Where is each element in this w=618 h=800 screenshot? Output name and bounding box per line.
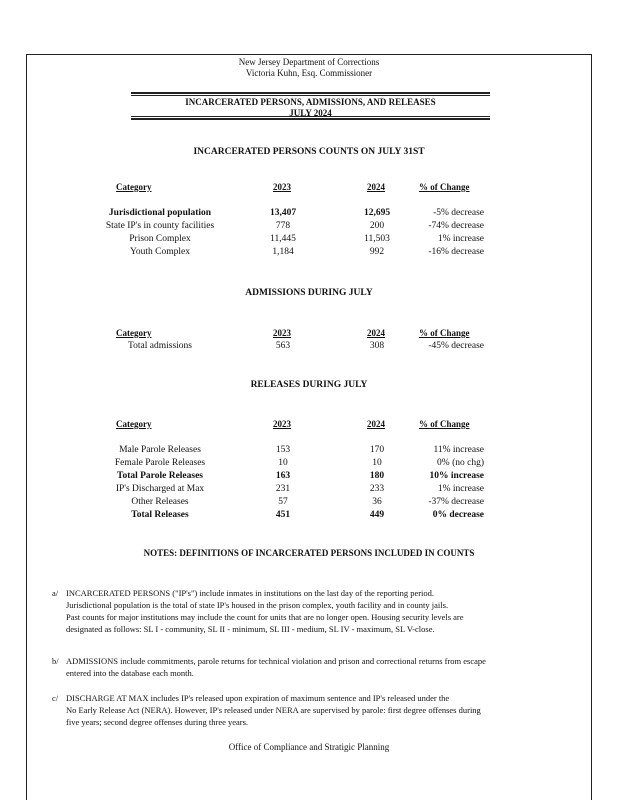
- note-line: designated as follows: SL I - community, SL II - minimum, SL III - medium, SL IV - maximum, SL V-close.: [66, 624, 435, 634]
- row-2024: 11,503: [364, 234, 390, 244]
- row-2024: 170: [369, 445, 385, 455]
- note-line: INCARCERATED PERSONS ("IP's") include inmates in institutions on the last day of the reporting period.: [66, 588, 435, 598]
- col-header-change: % of Change: [419, 182, 470, 192]
- row-2024: 992: [369, 247, 385, 257]
- col-header-category: Category: [116, 182, 152, 192]
- col-header-category: Category: [116, 328, 152, 338]
- col-header-category: Category: [116, 419, 152, 429]
- row-change: -16% decrease: [428, 247, 484, 257]
- row-change: -5% decrease: [433, 208, 484, 218]
- row-category: State IP's in county facilities: [105, 221, 215, 231]
- row-category: Female Parole Releases: [114, 458, 206, 468]
- note-line: DISCHARGE AT MAX includes IP's released upon expiration of maximum sentence and IP's released under the: [66, 693, 450, 703]
- note-b: [52, 655, 542, 679]
- row-2023: 57: [278, 497, 288, 507]
- row-change: 10% increase: [429, 471, 484, 481]
- row-2024: 180: [369, 471, 385, 481]
- row-change: 0% (no chg): [437, 458, 484, 468]
- col-header-2024: 2024: [367, 182, 385, 192]
- row-category: IP's Discharged at Max: [115, 484, 205, 494]
- row-2024: 36: [372, 497, 382, 507]
- row-change: 1% increase: [437, 484, 484, 494]
- col-header-change: % of Change: [419, 328, 470, 338]
- row-2023: 153: [275, 445, 291, 455]
- row-2024: 10: [372, 458, 382, 468]
- row-category: Jurisdictional population: [108, 208, 212, 218]
- admissions-section-title: ADMISSIONS DURING JULY: [245, 288, 373, 298]
- note-c: [52, 692, 542, 728]
- table-row: [0, 497, 618, 510]
- report-title-bar: [131, 92, 490, 120]
- row-2024: 233: [369, 484, 385, 494]
- row-2023: 10: [278, 458, 288, 468]
- note-line: five years; second degree offenses during three years.: [66, 717, 249, 727]
- note-label: b/: [52, 656, 59, 666]
- row-change: -74% decrease: [428, 221, 484, 231]
- note-line: entered into the database each month.: [66, 668, 194, 678]
- col-header-2023: 2023: [273, 328, 291, 338]
- table-row: [0, 247, 618, 260]
- row-change: -37% decrease: [428, 497, 484, 507]
- row-category: Male Parole Releases: [119, 445, 201, 455]
- report-period: JULY 2024: [289, 108, 332, 118]
- row-2023: 13,407: [269, 208, 297, 218]
- counts-section-title: INCARCERATED PERSONS COUNTS ON JULY 31ST: [193, 147, 425, 157]
- col-header-2024: 2024: [367, 328, 385, 338]
- row-category: Other Releases: [131, 497, 189, 507]
- row-2024: 449: [369, 510, 385, 520]
- row-2023: 163: [275, 471, 291, 481]
- col-header-2023: 2023: [273, 419, 291, 429]
- row-2023: 451: [275, 510, 291, 520]
- col-header-2023: 2023: [273, 182, 291, 192]
- footer-office: Office of Compliance and Stratigic Planning: [228, 742, 390, 752]
- notes-title: NOTES: DEFINITIONS OF INCARCERATED PERSONS INCLUDED IN COUNTS: [143, 548, 475, 558]
- note-line: Jurisdictional population is the total of state IP's housed in the prison complex, youth facility and in county jails.: [66, 600, 449, 610]
- header-commissioner: Victoria Kuhn, Esq. Commissioner: [245, 68, 373, 78]
- table-row: [0, 510, 618, 523]
- row-2023: 231: [275, 484, 291, 494]
- page-frame: [26, 54, 592, 800]
- table-row: [0, 471, 618, 484]
- table-row: [0, 234, 618, 247]
- note-label: a/: [52, 588, 59, 598]
- row-change: 11% increase: [433, 445, 484, 455]
- row-change: -45% decrease: [428, 341, 484, 351]
- row-category: Total Parole Releases: [116, 471, 203, 481]
- note-label: c/: [52, 693, 59, 703]
- table-row: [0, 221, 618, 234]
- report-title: INCARCERATED PERSONS, ADMISSIONS, AND RELEASES: [185, 97, 436, 107]
- table-row: [0, 445, 618, 458]
- table-row: [0, 208, 618, 221]
- note-line: No Early Release Act (NERA). However, IP's released under NERA are supervised by parole: first degree offenses during: [66, 705, 481, 715]
- col-header-change: % of Change: [419, 419, 470, 429]
- note-a: [52, 587, 542, 635]
- row-2024: 308: [369, 341, 385, 351]
- row-2023: 563: [275, 341, 291, 351]
- row-category: Total admissions: [128, 341, 192, 351]
- row-category: Prison Complex: [129, 234, 191, 244]
- row-2023: 1,184: [272, 247, 294, 257]
- row-change: 1% increase: [437, 234, 484, 244]
- row-2023: 778: [275, 221, 291, 231]
- table-row: [0, 341, 618, 354]
- header-org: New Jersey Department of Corrections: [238, 57, 380, 67]
- note-line: Past counts for major institutions may include the count for units that are no longer open. Housing security levels are: [66, 612, 464, 622]
- col-header-2024: 2024: [367, 419, 385, 429]
- table-row: [0, 484, 618, 497]
- row-category: Youth Complex: [129, 247, 190, 257]
- releases-section-title: RELEASES DURING JULY: [250, 380, 368, 390]
- row-2023: 11,445: [270, 234, 296, 244]
- row-category: Total Releases: [131, 510, 189, 520]
- row-2024: 12,695: [363, 208, 391, 218]
- row-change: 0% decrease: [432, 510, 484, 520]
- table-row: [0, 458, 618, 471]
- row-2024: 200: [369, 221, 385, 231]
- note-line: ADMISSIONS include commitments, parole returns for technical violation and prison and correctional returns from escape: [66, 656, 486, 666]
